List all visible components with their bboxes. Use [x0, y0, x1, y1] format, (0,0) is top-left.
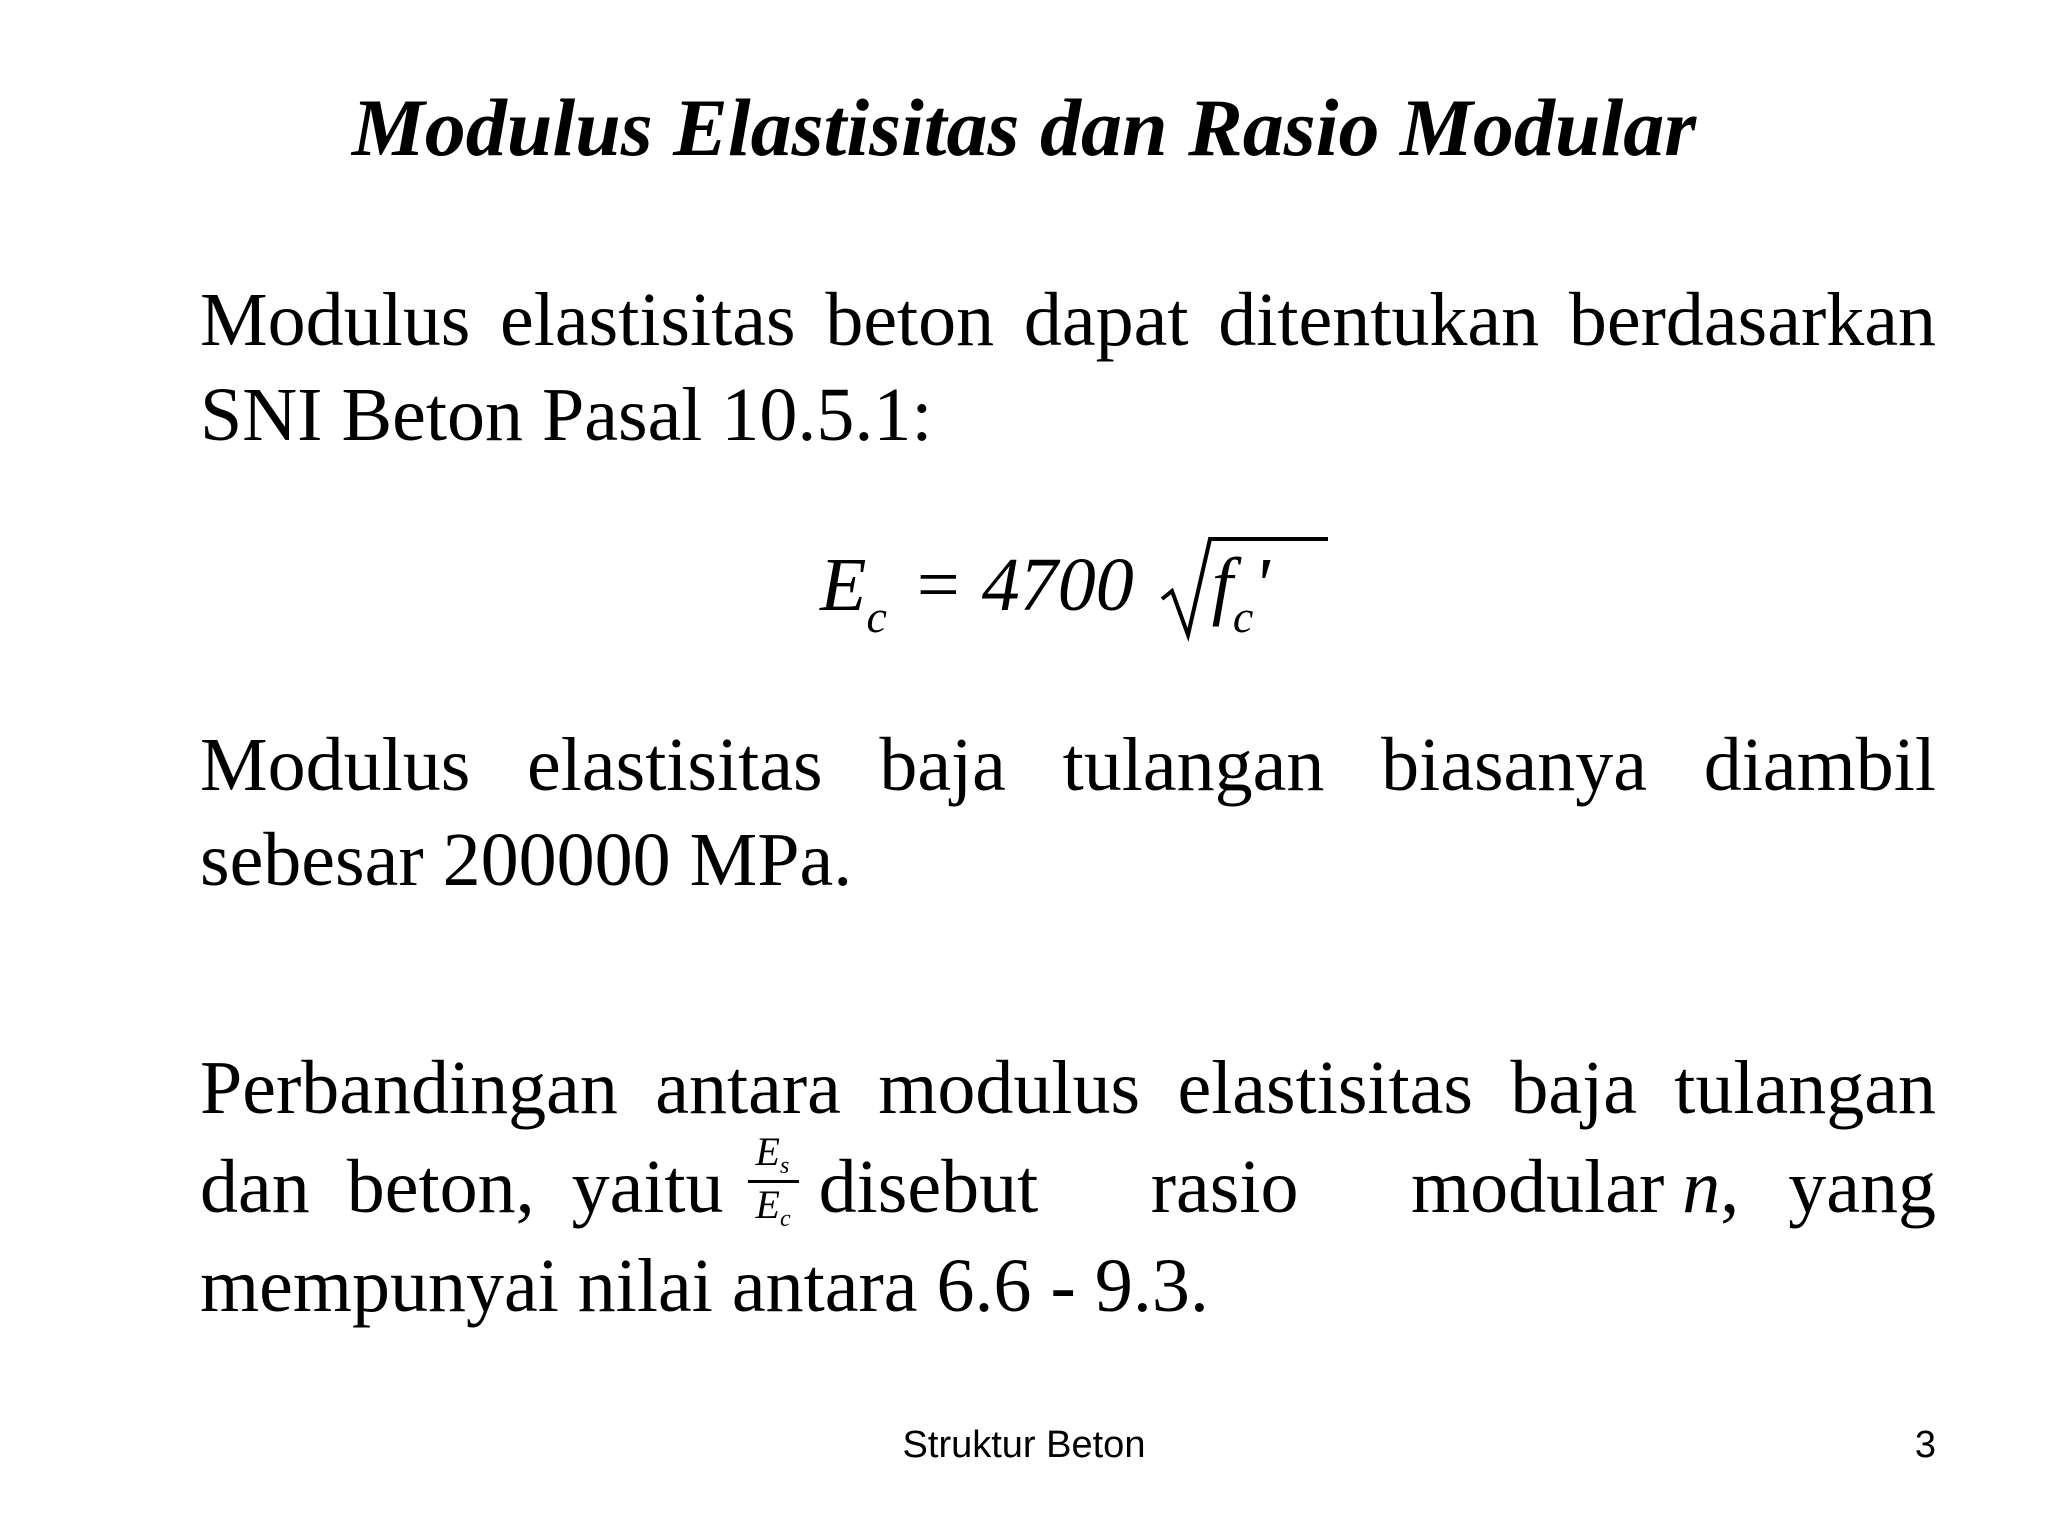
modular-ratio-line-2 — [200, 1129, 1936, 1239]
slide-title: Modulus Elastisitas dan Rasio Modular — [351, 82, 1697, 173]
fraction-numerator — [748, 1130, 799, 1183]
paragraph-concrete-modulus: Modulus elastisitas beton dapat ditentukan berdasarkan SNI Beton Pasal 10.5.1: — [200, 278, 1936, 457]
modular-ratio-after-variable: , yang — [1720, 1145, 1936, 1229]
modular-ratio-variable-wrap — [1682, 1140, 1936, 1235]
equation-radicand-prime: ' — [1253, 543, 1270, 627]
fraction-num-var: E — [755, 1129, 780, 1174]
footer-course-title: Struktur Beton — [902, 1424, 1146, 1466]
equation-concrete-modulus — [820, 535, 1270, 655]
paragraph-steel-modulus: Modulus elastisitas baja tulangan biasanya diambil sebesar 200000 MPa. — [200, 723, 1936, 902]
equation-lhs-var: E — [820, 543, 867, 627]
footer-page-number: 3 — [1914, 1424, 1936, 1466]
equation-constant: 4700 — [981, 543, 1134, 627]
paragraph-modular-ratio — [200, 1041, 1936, 1334]
equation-radicand-sub: c — [1232, 591, 1254, 642]
sqrt-expression — [1168, 535, 1270, 645]
modular-ratio-line-3: mempunyai nilai antara 6.6 - 9.3. — [200, 1244, 1209, 1328]
equation-radicand-var: f — [1211, 543, 1233, 627]
modular-ratio-line-1: Perbandingan antara modulus elastisitas baja tulangan — [200, 1046, 1936, 1130]
equation-equals: = — [916, 543, 960, 627]
modular-ratio-variable: n — [1682, 1145, 1721, 1229]
fraction-denominator — [748, 1183, 799, 1233]
fraction-num-sub: s — [779, 1153, 790, 1179]
fraction-es-over-ec — [748, 1130, 799, 1233]
equation-lhs-sub: c — [866, 591, 887, 642]
fraction-den-sub: c — [779, 1206, 791, 1232]
fraction-den-var: E — [755, 1182, 780, 1227]
modular-ratio-after-fraction: disebut rasio modular — [818, 1145, 1665, 1229]
modular-ratio-before-fraction: dan beton, yaitu — [200, 1145, 724, 1229]
